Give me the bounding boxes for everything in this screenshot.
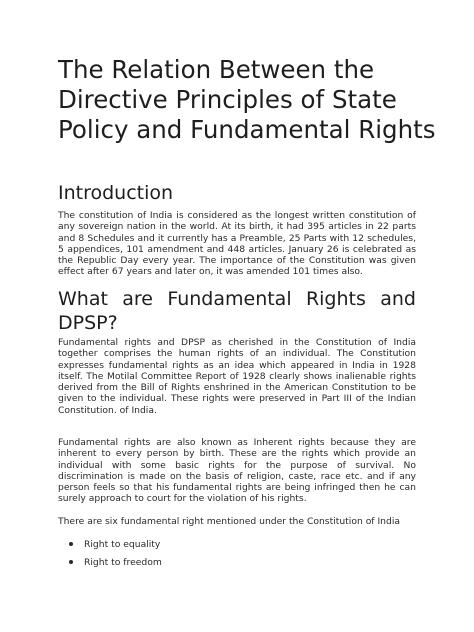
- paragraph: Fundamental rights are also known as Inherent rights because they are inherent to every person by birth. These are the rights which provide an individual with some basic rights for the purpose of survival. No discrimination is made on the basis of religion, caste, race etc. and if any person feels so that his fundamental rights are being infringed then he can surely approach to court for the violation of his rights.: [58, 437, 416, 505]
- list-item: [58, 557, 162, 575]
- heading-word: and: [380, 288, 416, 310]
- heading-word: Rights: [305, 288, 366, 310]
- list-item-label: Right to freedom: [84, 557, 162, 568]
- bullet-icon: [69, 542, 73, 546]
- heading-word: Fundamental: [167, 288, 292, 310]
- paragraph: There are six fundamental right mentioned under the Constitution of India: [58, 516, 401, 527]
- paragraph: The constitution of India is considered as the longest written constitution of any sovereign nation in the world. At its birth, it had 395 articles in 22 parts and 8 Schedules and it currently has a Preamble, 25 Parts with 12 schedules, 5 appendices, 101 amendment and 448 articles. January 26 is celebrated as the Republic Day every year. The importance of the Constitution was given effect after 67 years and later on, it was amended 101 times also.: [58, 210, 416, 278]
- heading-line: [58, 287, 416, 311]
- heading-word: are: [122, 288, 153, 310]
- paragraph: Fundamental rights and DPSP as cherished in the Constitution of India together comprises the human rights of an individual. The Constitution expresses fundamental rights as an idea which appeared in India in 1928 itself. The Motilal Committee Report of 1928 clearly shows inalienable rights derived from the Bill of Rights enshrined in the American Constitution to be given to the individual. These rights were preserved in Part III of the Indian Constitution. of India.: [58, 337, 416, 416]
- section-heading-introduction: Introduction: [58, 182, 174, 204]
- section-heading-fundamental-rights: [58, 287, 416, 335]
- bullet-icon: [69, 560, 73, 564]
- heading-word: What: [58, 288, 108, 310]
- list-item: [58, 539, 162, 557]
- heading-line: DPSP?: [58, 312, 118, 334]
- document-title: The Relation Between the Directive Principles of State Policy and Fundamental Rights: [58, 55, 436, 144]
- bullet-list: [58, 539, 162, 575]
- list-item-label: Right to equality: [84, 539, 161, 550]
